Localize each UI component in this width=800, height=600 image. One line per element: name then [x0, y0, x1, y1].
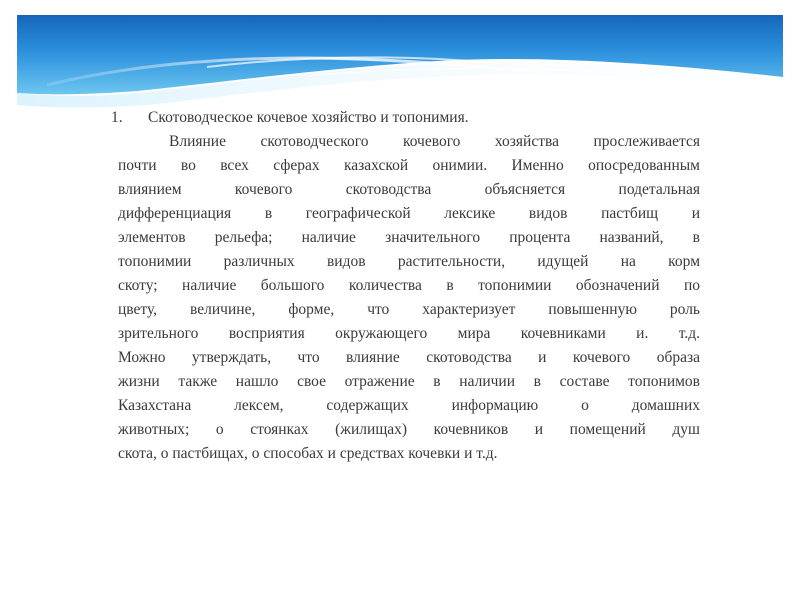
list-item-heading: [111, 106, 700, 130]
text-content: [111, 106, 700, 466]
paragraph-line: Казахстана лексем, содержащих информацию о домашних: [118, 397, 700, 414]
paragraph-line: элементов рельефа; наличие значительного процента названий, в: [118, 229, 700, 246]
paragraph-line: цвету, величине, форме, что характеризует повышенную роль: [118, 301, 700, 318]
paragraph-line: животных; о стоянках (жилищах) кочевников и помещений душ: [118, 421, 700, 438]
paragraph-line: дифференциация в географической лексике видов пастбищ и: [118, 205, 700, 222]
paragraph-line: влиянием кочевого скотоводства объясняется подетальная: [118, 181, 700, 198]
body-paragraph: [118, 130, 700, 466]
paragraph-line: скоту; наличие большого количества в топонимии обозначений по: [118, 277, 700, 294]
paragraph-line: Влияние скотоводческого кочевого хозяйства прослеживается: [169, 133, 700, 150]
wave-banner: [17, 15, 783, 115]
paragraph-line: скота, о пастбищах, о способах и средствах кочевки и т.д.: [118, 445, 498, 462]
heading-text: Скотоводческое кочевое хозяйство и топонимия.: [148, 109, 469, 126]
paragraph-line: топонимии различных видов растительности, идущей на корм: [118, 253, 700, 270]
paragraph-line: зрительного восприятия окружающего мира кочевниками и. т.д.: [118, 325, 700, 342]
paragraph-line: почти во всех сферах казахской онимии. Именно опосредованным: [118, 157, 700, 174]
list-number: 1.: [111, 109, 123, 126]
paragraph-line: жизни также нашло свое отражение в наличии в составе топонимов: [118, 373, 700, 390]
paragraph-line: Можно утверждать, что влияние скотоводства и кочевого образа: [118, 349, 700, 366]
